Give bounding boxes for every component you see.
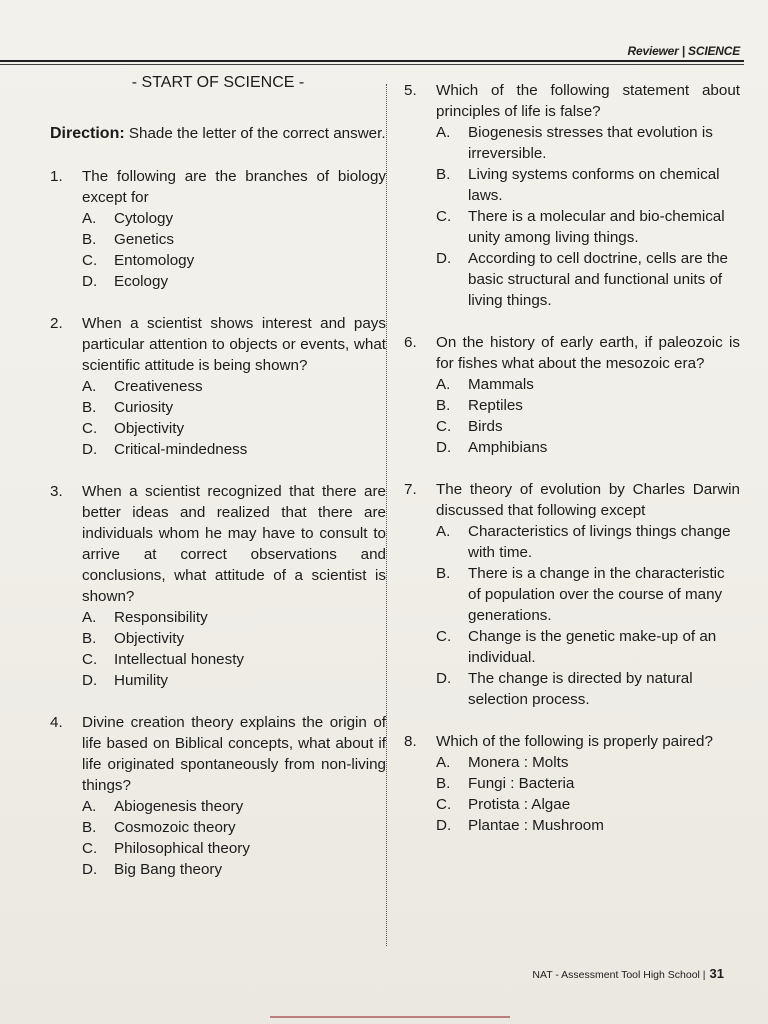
question-stem: When a scientist shows interest and pays particular attention to objects or events, what scientific attitude is being shown? bbox=[82, 315, 386, 374]
right-questions bbox=[404, 80, 740, 836]
choice-list bbox=[436, 752, 740, 836]
question-1 bbox=[50, 166, 386, 292]
choice-letter: A. bbox=[82, 609, 97, 626]
choice-letter: C. bbox=[82, 651, 98, 668]
choice-list bbox=[82, 208, 386, 292]
choice-text: Philosophical theory bbox=[114, 840, 250, 857]
choice-option[interactable] bbox=[436, 437, 740, 458]
section-title: - START OF SCIENCE - bbox=[131, 74, 305, 91]
choice-option[interactable] bbox=[82, 271, 386, 292]
question-number: 3. bbox=[50, 483, 63, 500]
question-8 bbox=[404, 731, 740, 836]
question-stem: Which of the following is properly paired? bbox=[436, 733, 713, 750]
left-questions bbox=[50, 166, 386, 880]
choice-option[interactable] bbox=[82, 250, 386, 271]
choice-letter: A. bbox=[82, 210, 97, 227]
choice-text: There is a change in the characteristic of population over the course of many generations. bbox=[468, 565, 725, 624]
choice-option[interactable] bbox=[82, 628, 386, 649]
question-stem: When a scientist recognized that there are better ideas and realized that there are individuals whom he may have to consult to arrive at correct observations and conclusions, what attitude of a scientist is shown? bbox=[82, 483, 386, 605]
choice-letter: B. bbox=[436, 775, 451, 792]
choice-text: Curiosity bbox=[114, 399, 174, 416]
choice-option[interactable] bbox=[436, 815, 740, 836]
choice-letter: A. bbox=[82, 378, 97, 395]
choice-letter: C. bbox=[82, 420, 98, 437]
direction bbox=[50, 123, 386, 144]
choice-option[interactable] bbox=[436, 416, 740, 437]
question-7 bbox=[404, 479, 740, 710]
choice-text: Genetics bbox=[114, 231, 174, 248]
choice-text: There is a molecular and bio-chemical unity among living things. bbox=[468, 208, 725, 246]
choice-text: Protista : Algae bbox=[468, 796, 571, 813]
choice-letter: C. bbox=[82, 840, 98, 857]
choice-letter: A. bbox=[436, 754, 451, 771]
choice-letter: D. bbox=[82, 672, 98, 689]
choice-text: Monera : Molts bbox=[468, 754, 569, 771]
choice-letter: C. bbox=[436, 628, 452, 645]
direction-label: Direction: bbox=[50, 125, 125, 142]
choice-text: Big Bang theory bbox=[114, 861, 223, 878]
choice-letter: B. bbox=[436, 565, 451, 582]
choice-option[interactable] bbox=[82, 607, 386, 628]
choice-option[interactable] bbox=[82, 859, 386, 880]
question-number: 1. bbox=[50, 168, 63, 185]
choice-option[interactable] bbox=[82, 208, 386, 229]
choice-list bbox=[82, 607, 386, 691]
choice-text: Characteristics of livings things change with time. bbox=[468, 523, 731, 561]
choice-option[interactable] bbox=[82, 838, 386, 859]
choice-letter: D. bbox=[82, 441, 98, 458]
choice-text: Change is the genetic make-up of an individual. bbox=[468, 628, 717, 666]
question-5 bbox=[404, 80, 740, 311]
choice-text: Mammals bbox=[468, 376, 534, 393]
choice-option[interactable] bbox=[436, 122, 740, 164]
choice-option[interactable] bbox=[82, 817, 386, 838]
bottom-rule bbox=[270, 1016, 510, 1018]
choice-text: Responsibility bbox=[114, 609, 208, 626]
question-2 bbox=[50, 313, 386, 460]
question-stem: On the history of early earth, if paleozoic is for fishes what about the mesozoic era? bbox=[436, 334, 740, 372]
footer-text: NAT - Assessment Tool High School | bbox=[532, 969, 706, 981]
choice-letter: D. bbox=[436, 670, 452, 687]
choice-text: Living systems conforms on chemical laws. bbox=[468, 166, 720, 204]
choice-option[interactable] bbox=[436, 773, 740, 794]
question-number: 7. bbox=[404, 481, 417, 498]
choice-text: Abiogenesis theory bbox=[114, 798, 244, 815]
choice-text: Amphibians bbox=[468, 439, 548, 456]
page-number: 31 bbox=[709, 966, 724, 981]
choice-text: The change is directed by natural selection process. bbox=[468, 670, 693, 708]
choice-option[interactable] bbox=[82, 439, 386, 460]
choice-list bbox=[436, 122, 740, 311]
choice-list bbox=[436, 521, 740, 710]
header-rule bbox=[0, 60, 744, 62]
choice-text: Cosmozoic theory bbox=[114, 819, 236, 836]
choice-option[interactable] bbox=[436, 752, 740, 773]
question-number: 4. bbox=[50, 714, 63, 731]
choice-list bbox=[82, 796, 386, 880]
choice-option[interactable] bbox=[82, 397, 386, 418]
choice-text: Plantae : Mushroom bbox=[468, 817, 604, 834]
choice-option[interactable] bbox=[82, 376, 386, 397]
header-rule-secondary bbox=[0, 64, 744, 65]
choice-letter: D. bbox=[436, 439, 452, 456]
choice-option[interactable] bbox=[82, 229, 386, 250]
choice-letter: C. bbox=[82, 252, 98, 269]
choice-option[interactable] bbox=[82, 418, 386, 439]
question-stem: Divine creation theory explains the origin of life based on Biblical concepts, what about if life originated spontaneously from non-living things? bbox=[82, 714, 386, 794]
question-3 bbox=[50, 481, 386, 691]
choice-letter: A. bbox=[436, 124, 451, 141]
question-stem: The following are the branches of biology except for bbox=[82, 168, 386, 206]
choice-letter: B. bbox=[436, 166, 451, 183]
choice-letter: A. bbox=[82, 798, 97, 815]
choice-option[interactable] bbox=[436, 206, 740, 248]
choice-list bbox=[82, 376, 386, 460]
header-label: Reviewer | SCIENCE bbox=[627, 44, 740, 58]
choice-option[interactable] bbox=[436, 668, 740, 710]
choice-text: Humility bbox=[114, 672, 169, 689]
choice-option[interactable] bbox=[436, 248, 740, 311]
left-column bbox=[50, 72, 386, 901]
choice-letter: C. bbox=[436, 208, 452, 225]
choice-text: Biogenesis stresses that evolution is irreversible. bbox=[468, 124, 713, 162]
choice-text: Birds bbox=[468, 418, 503, 435]
choice-text: Critical-mindedness bbox=[114, 441, 248, 458]
choice-letter: D. bbox=[436, 250, 452, 267]
choice-letter: D. bbox=[82, 861, 98, 878]
choice-list bbox=[436, 374, 740, 458]
choice-text: Creativeness bbox=[114, 378, 203, 395]
choice-letter: A. bbox=[436, 376, 451, 393]
choice-letter: B. bbox=[436, 397, 451, 414]
question-number: 2. bbox=[50, 315, 63, 332]
choice-text: Cytology bbox=[114, 210, 174, 227]
choice-text: Fungi : Bacteria bbox=[468, 775, 575, 792]
footer bbox=[532, 966, 724, 981]
choice-letter: D. bbox=[436, 817, 452, 834]
question-number: 5. bbox=[404, 82, 417, 99]
choice-option[interactable] bbox=[436, 521, 740, 563]
choice-letter: B. bbox=[82, 630, 97, 647]
choice-option[interactable] bbox=[436, 563, 740, 626]
choice-letter: C. bbox=[436, 418, 452, 435]
choice-option[interactable] bbox=[82, 796, 386, 817]
choice-letter: A. bbox=[436, 523, 451, 540]
question-number: 6. bbox=[404, 334, 417, 351]
choice-text: Ecology bbox=[114, 273, 169, 290]
choice-option[interactable] bbox=[436, 374, 740, 395]
choice-option[interactable] bbox=[82, 649, 386, 670]
column-divider bbox=[386, 84, 387, 946]
choice-option[interactable] bbox=[436, 395, 740, 416]
question-4 bbox=[50, 712, 386, 880]
question-6 bbox=[404, 332, 740, 458]
choice-option[interactable] bbox=[82, 670, 386, 691]
right-column bbox=[404, 80, 740, 857]
choice-option[interactable] bbox=[436, 164, 740, 206]
choice-text: Entomology bbox=[114, 252, 195, 269]
direction-text: Shade the letter of the correct answer. bbox=[128, 125, 386, 142]
choice-letter: B. bbox=[82, 231, 97, 248]
choice-text: Intellectual honesty bbox=[114, 651, 245, 668]
choice-text: Objectivity bbox=[114, 630, 185, 647]
choice-letter: B. bbox=[82, 819, 97, 836]
question-number: 8. bbox=[404, 733, 417, 750]
choice-letter: D. bbox=[82, 273, 98, 290]
choice-letter: C. bbox=[436, 796, 452, 813]
choice-text: Objectivity bbox=[114, 420, 185, 437]
question-stem: Which of the following statement about principles of life is false? bbox=[436, 82, 740, 120]
choice-text: Reptiles bbox=[468, 397, 523, 414]
question-stem: The theory of evolution by Charles Darwin discussed that following except bbox=[436, 481, 740, 519]
choice-option[interactable] bbox=[436, 626, 740, 668]
choice-letter: B. bbox=[82, 399, 97, 416]
choice-option[interactable] bbox=[436, 794, 740, 815]
choice-text: According to cell doctrine, cells are the basic structural and functional units of living things. bbox=[468, 250, 729, 309]
